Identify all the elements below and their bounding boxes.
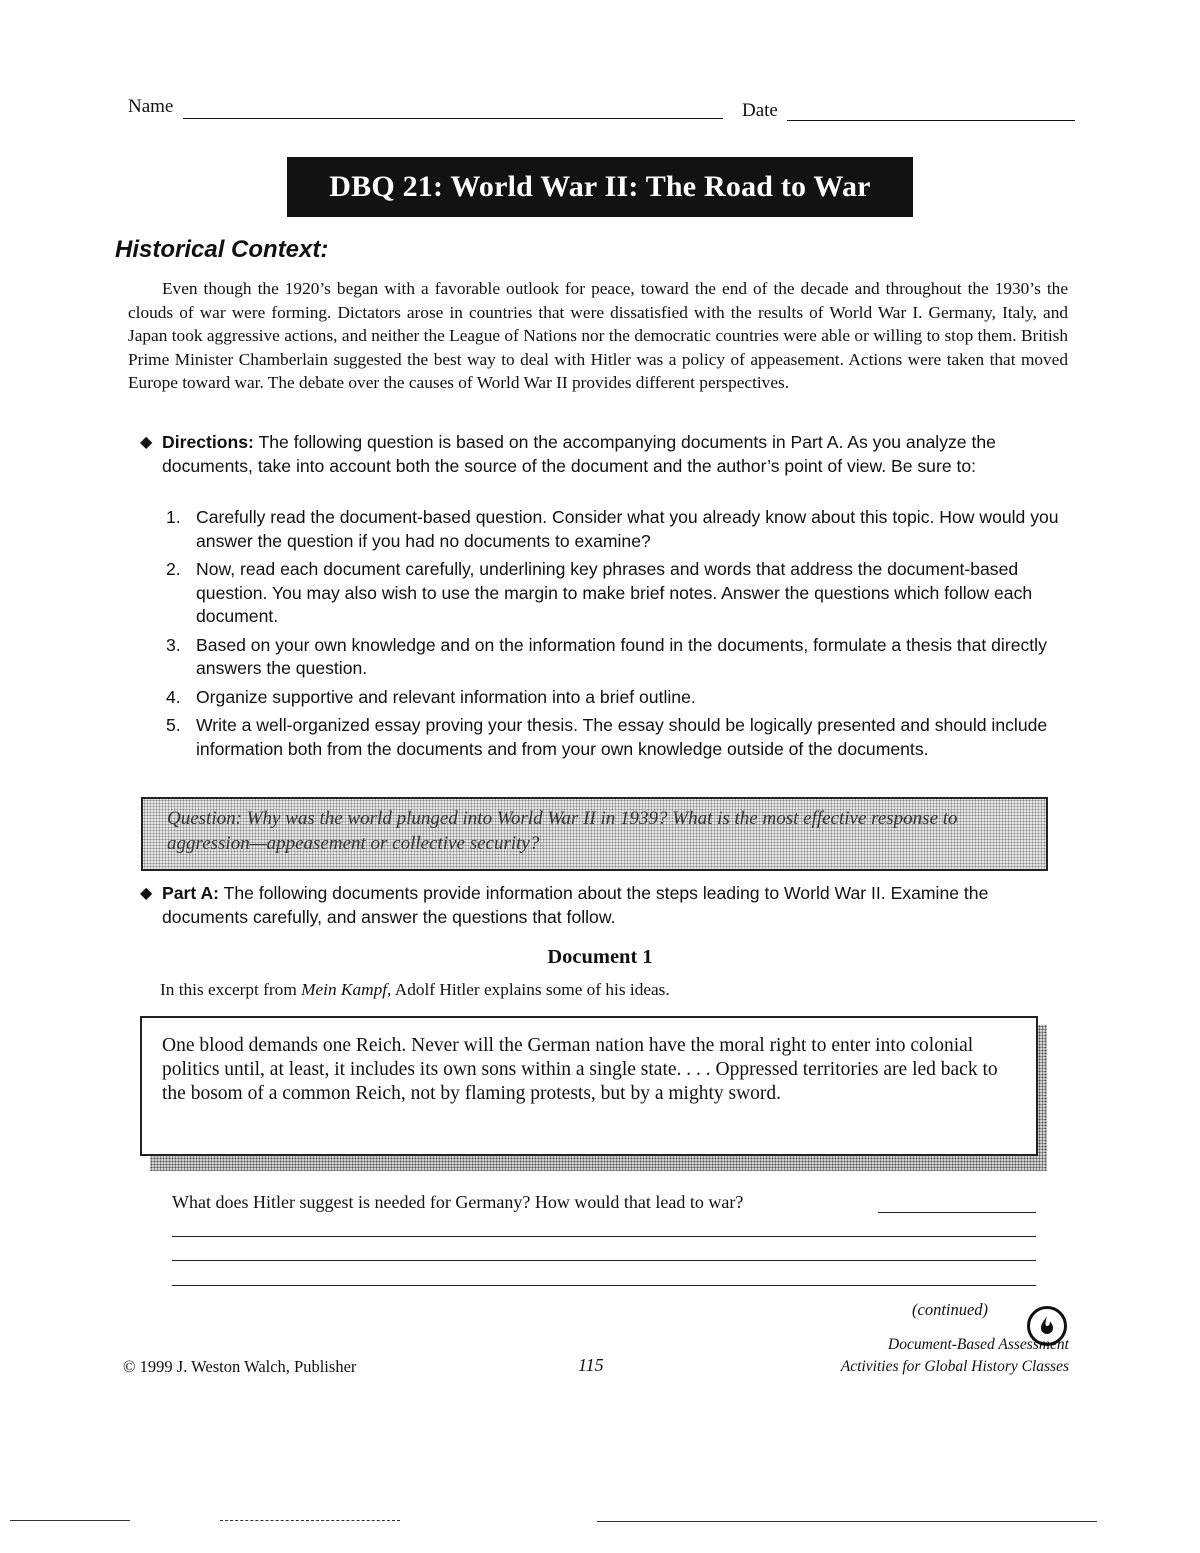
part-a-label: Part A: [162, 883, 220, 903]
answer-line[interactable] [172, 1236, 1036, 1237]
date-label: Date [742, 100, 778, 121]
list-item: 4. Organize supportive and relevant information into a brief outline. [166, 686, 696, 707]
continued-note: (continued) [912, 1300, 989, 1319]
diamond-bullet-icon: ◆ [140, 434, 153, 451]
historical-context-heading: Historical Context: [115, 236, 329, 263]
book-title-footer: Document-Based Assessment Activities for Global History Classes [840, 1336, 1069, 1375]
page-number: 115 [578, 1355, 604, 1375]
directions-steps [166, 506, 1070, 766]
question-text: Question: Why was the world plunged into World War II in 1939? What is the most effective response to aggression—appeasement or collective security? [167, 808, 958, 854]
question-box [141, 797, 1048, 871]
page-title: DBQ 21: World War II: The Road to War [287, 157, 913, 217]
list-item: 2. Now, read each document carefully, underlining key phrases and words that address the document-based question. You may also wish to use the margin to make brief notes. Answer the questions which follow each document. [166, 559, 1033, 626]
excerpt-box [140, 1016, 1038, 1156]
copyright: © 1999 J. Weston Walch, Publisher [123, 1357, 357, 1376]
answer-line[interactable] [172, 1260, 1036, 1261]
directions-text: The following question is based on the accompanying documents in Part A. As you analyze the documents, take into account both the source of the document and the author’s point of view. Be sure to: [162, 432, 996, 476]
date-field-line[interactable] [787, 120, 1075, 121]
excerpt-text: One blood demands one Reich. Never will the German nation have the moral right to enter into colonial politics until, at least, it includes its own sons within a single state. . . . Oppressed territories are led back to the bosom of a common Reich, not by flaming protests, but by a mighty sword. [162, 1035, 998, 1105]
scan-artifact-line [597, 1521, 1097, 1522]
directions-label: Directions: [162, 432, 254, 452]
document-question: What does Hitler suggest is needed for Germany? How would that lead to war? [172, 1192, 744, 1212]
list-item: 1. Carefully read the document-based question. Consider what you already know about this topic. How would you answer the question if you had no documents to examine? [166, 507, 1059, 551]
scan-artifact-line [10, 1520, 130, 1521]
document-intro: In this excerpt from Mein Kampf, Adolf Hitler explains some of his ideas. [160, 980, 670, 999]
list-item: 5. Write a well-organized essay proving your thesis. The essay should be logically presented and should include information both from the documents and from your own knowledge outside of the documents. [166, 715, 1048, 759]
scan-artifact-line [220, 1520, 400, 1521]
diamond-bullet-icon: ◆ [140, 885, 153, 902]
name-field-line[interactable] [183, 118, 723, 119]
part-a-block [140, 882, 1070, 929]
document-heading: Document 1 [547, 946, 653, 968]
historical-context-paragraph [128, 277, 1068, 395]
directions-block [140, 431, 1070, 478]
name-label: Name [128, 96, 174, 117]
answer-line[interactable] [878, 1212, 1036, 1213]
book-title: Mein Kampf, [301, 980, 392, 999]
list-item: 3. Based on your own knowledge and on the information found in the documents, formulate a thesis that directly answers the question. [166, 634, 1047, 678]
historical-context-text: Even though the 1920’s began with a favorable outlook for peace, toward the end of the decade and throughout the 1930’s the clouds of war were forming. Dictators arose in countries that were dissatisfied with the results of World War I. Germany, Italy, and Japan took aggressive actions, and neither the League of Nations nor the democratic countries were able or willing to stop them. British Prime Minister Chamberlain suggested the best way to deal with Hitler was a policy of appeasement. Actions were taken that moved Europe toward war. The debate over the causes of World War II provides different perspectives. [128, 279, 1068, 393]
part-a-text: The following documents provide information about the steps leading to World War II. Examine the documents carefully, and answer the questions that follow. [162, 883, 989, 927]
answer-line[interactable] [172, 1285, 1036, 1286]
